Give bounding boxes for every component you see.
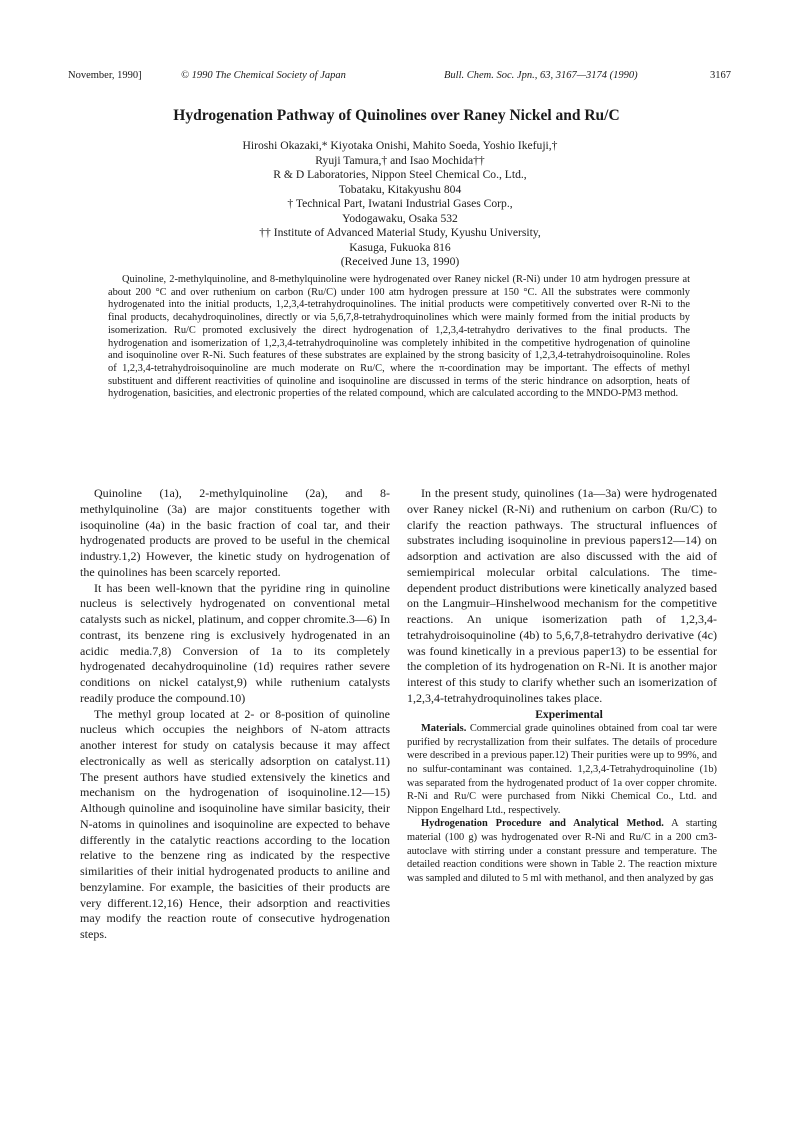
running-header (68, 70, 731, 86)
body-paragraph: The methyl group located at 2- or 8-position of quinoline nucleus which occupies the neighbors of N-atom attracts another interest for study on catalysis because it may affect electronically as well as sterically adsorption on catalyst.11) The present authors have studied extensively the kinetics and mechanism on the hydrogenation of isoquinoline.12—15) Although quinoline and isoquinoline have similar basicity, their N-atoms in quinolines and isoquinoline are expected to behave differently in the catalytic reactions according to the location relative to the benzene ring as indicated by the respective similarities of their initial hydrogenated products to aniline and benzylamine. For example, the basicities of their products are very different.12,16) Hence, their adsorption and reactivities may modify the reaction route of consecutive hydrogenation steps. (80, 706, 390, 941)
left-column (80, 486, 390, 943)
affiliation-line: R & D Laboratories, Nippon Steel Chemical Co., Ltd., (273, 168, 527, 181)
body-paragraph: Quinoline (1a), 2-methylquinoline (2a), and 8-methylquinoline (3a) are major constituents together with isoquinoline (4a) in the basic fraction of coal tar, and their hydrogenated products are proved to be useful in the chemical industry.1,2) However, the kinetic study on hydrogenation of the quinolines has been scarcely reported. (80, 486, 390, 579)
materials-label: Materials. (421, 723, 467, 735)
procedure-text: A starting material (100 g) was hydrogenated over R-Ni and Ru/C in a 200 cm3-autoclave with stirring under a constant pressure and temperature. The detailed reaction conditions were shown in Table 2. The reaction mixture was sampled and diluted to 5 ml with methanol, and then analyzed by gas (407, 818, 717, 884)
affiliation-line: Yodogawaku, Osaka 532 (342, 211, 458, 225)
body-paragraph: It has been well-known that the pyridine ring in quinoline nucleus is selectively hydrogenated on conventional metal catalysts such as nickel, platinum, and copper chromite.3—6) In contrast, its benzene ring is exclusively hydrogenated in an acidic media.7,8) Conversion of 1a to its completely hydrogenated decahydroquinoline (1d) requires rather severe conditions on nickel catalyst,9) while ruthenium catalysts readily produce the compound.10) (80, 580, 390, 705)
procedure-paragraph (407, 817, 717, 885)
author-line-1: Hiroshi Okazaki,* Kiyotaka Onishi, Mahito Soeda, Yoshio Ikefuji,† (242, 139, 558, 152)
received-date: (Received June 13, 1990) (340, 255, 460, 268)
affiliation-line: †† Institute of Advanced Material Study, Kyushu University, (259, 226, 541, 239)
body-paragraph: In the present study, quinolines (1a—3a) were hydrogenated over Raney nickel (R-Ni) and ruthenium on carbon (Ru/C) to clarify the reaction pathways. The structural influences of substrates including isoquinoline in previous papers12—14) on adsorption and activation are also discussed with the aid of semiempirical molecular orbital calculations. The time-dependent product distributions were kinetically analyzed based on the Langmuir–Hinshelwood mechanism for the competitive reactions. An unique isomerization path of 1,2,3,4-tetrahydroisoquinoline (4b) to 5,6,7,8-tetrahydro derivative (4c) was found kinetically in a previous paper13) to be essential for the completion of its hydrogenation on R-Ni. It is another major interest of this study to clarify whether such an isomerization of 1,2,3,4-tetrahydroquinolines takes place. (407, 486, 717, 705)
header-copyright: © 1990 The Chemical Society of Japan (181, 70, 346, 81)
header-page-number: 3167 (710, 70, 731, 81)
header-journal-citation: Bull. Chem. Soc. Jpn., 63, 3167—3174 (1990) (444, 70, 638, 81)
affiliation-line: Tobataku, Kitakyushu 804 (338, 182, 462, 196)
author-block (140, 139, 660, 270)
abstract: Quinoline, 2-methylquinoline, and 8-methylquinoline were hydrogenated over Raney nickel (R-Ni) under 10 atm hydrogen pressure at about 200 °C and over ruthenium on carbon (Ru/C) under 100 atm hydrogen pressure at 150 °C. All the substrates were commonly hydrogenated into the initial products, 1,2,3,4-tetrahydroquinolines. The initial products were competitively converted over R-Ni to the final products, decahydroquinolines, directly or via 5,6,7,8-tetrahydroquinolines which were mainly formed from the initial products by isomerization. Ru/C promoted exclusively the direct hydrogenation of 1,2,3,4-tetrahydro derivatives to the final products. The hydrogenation and isomerization of 1,2,3,4-tetrahydroquinoline was completely inhibited in the competitive hydrogenation of quinoline and isoquinoline over R-Ni. Such features of these substrates are explained by the strong basicity of 1,2,3,4-tetrahydroisoquinoline. Roles of 1,2,3,4-tetrahydroisoquinoline are much moderate on Ru/C, where the π-coordination may be important. The effects of methyl substituent and different reactivities of quinoline and isoquinoline are discussed in terms of the steric hindrance on adsorption, heats of hydrogenation, basicities, and electronic properties of the related compound, which are calculated according to the MNDO-PM3 method. (108, 274, 690, 400)
affiliation-line: Kasuga, Fukuoka 816 (349, 240, 451, 254)
section-heading-experimental: Experimental (535, 707, 603, 721)
affiliation-line: † Technical Part, Iwatani Industrial Gases Corp., (287, 197, 513, 210)
procedure-label: Hydrogenation Procedure and Analytical Method. (421, 818, 664, 830)
right-column (407, 486, 717, 885)
materials-paragraph (407, 722, 717, 817)
header-date: November, 1990] (68, 70, 142, 81)
article-title: Hydrogenation Pathway of Quinolines over Raney Nickel and Ru/C (173, 107, 620, 124)
materials-text: Commercial grade quinolines obtained from coal tar were purified by recrystallization from their sulfates. The details of procedure were described in a previous paper.12) Their purities were up to 99%, and no sulfur-contaminant was contained. 1,2,3,4-Tetrahydroquinoline (1b) was separated from the hydrogenated product of 1a over copper chromite. R-Ni and Ru/C were purchased from Nikki Chemical Co., Ltd. and Nippon Engelhard Ltd., respectively. (407, 723, 717, 816)
author-line-2: Ryuji Tamura,† and Isao Mochida†† (315, 153, 485, 167)
